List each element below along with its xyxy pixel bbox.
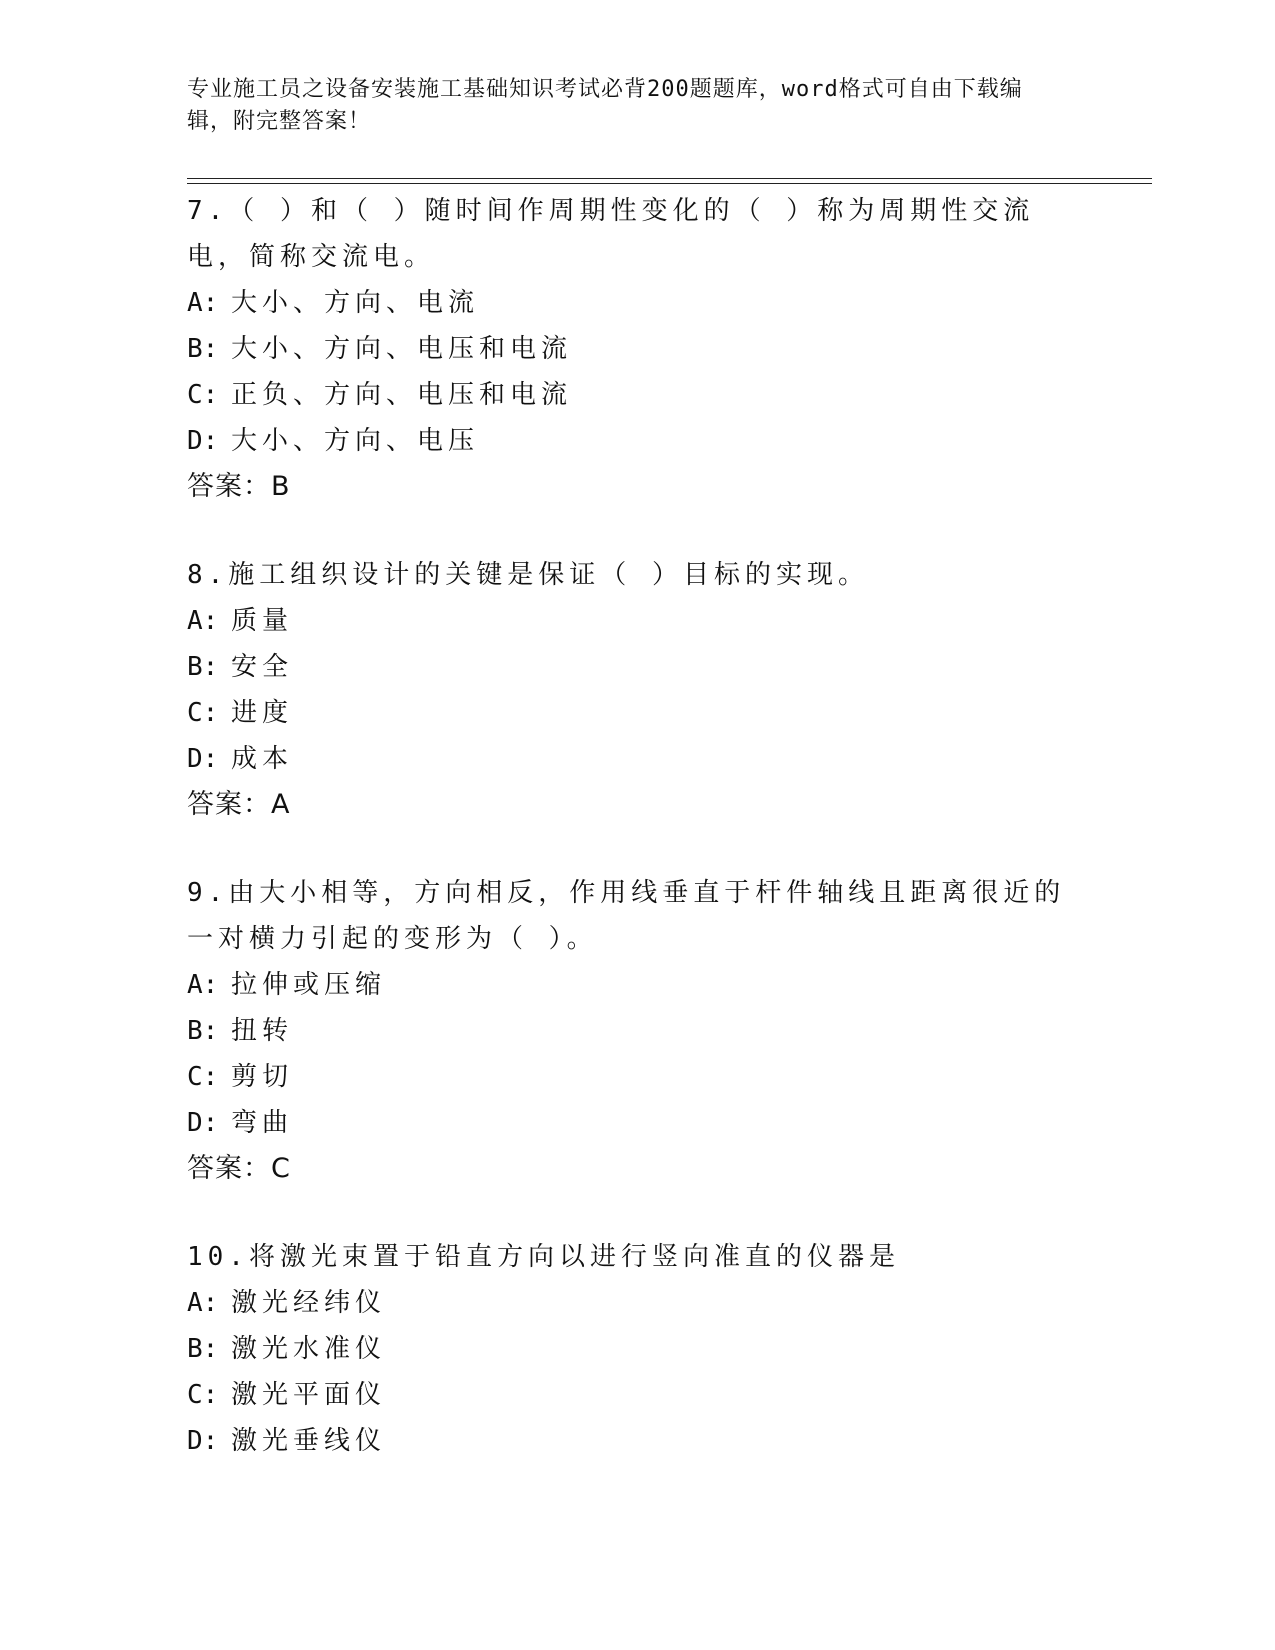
option-d (187, 1418, 1087, 1464)
option-letter: C: (187, 1062, 219, 1092)
answer-line: 答案：A (187, 789, 291, 820)
option-text: 激光垂线仪 (231, 1426, 387, 1456)
answer-line: 答案：C (187, 1153, 291, 1184)
option-letter: B: (187, 1334, 219, 1364)
option-letter: A: (187, 606, 219, 636)
option-text: 成本 (231, 744, 294, 774)
option-c (187, 690, 1087, 736)
option-c (187, 1372, 1087, 1418)
option-text: 弯曲 (231, 1108, 294, 1138)
option-letter: D: (187, 1426, 219, 1456)
header-rule-top (187, 178, 1152, 179)
option-text: 安全 (231, 652, 294, 682)
option-text: 拉伸或压缩 (231, 970, 387, 1000)
option-letter: A: (187, 1288, 219, 1318)
option-b (187, 326, 1087, 372)
option-d (187, 736, 1087, 782)
option-letter: B: (187, 334, 219, 364)
question-7 (187, 188, 1087, 510)
option-a (187, 1280, 1087, 1326)
option-b (187, 1326, 1087, 1372)
option-text: 激光经纬仪 (231, 1288, 387, 1318)
option-letter: D: (187, 744, 219, 774)
option-c (187, 1054, 1087, 1100)
option-a (187, 598, 1087, 644)
option-letter: D: (187, 1108, 219, 1138)
option-letter: C: (187, 380, 219, 410)
option-text: 大小、方向、电压 (231, 426, 480, 456)
question-stem: 9.由大小相等，方向相反，作用线垂直于杆件轴线且距离很近的一对横力引起的变形为（ ）。 (187, 878, 1066, 954)
option-b (187, 1008, 1087, 1054)
question-9 (187, 870, 1087, 1192)
question-8 (187, 552, 1087, 828)
option-text: 激光平面仪 (231, 1380, 387, 1410)
option-letter: A: (187, 970, 219, 1000)
header-rule-bottom (187, 183, 1152, 184)
option-letter: B: (187, 652, 219, 682)
option-letter: C: (187, 1380, 219, 1410)
option-text: 激光水准仪 (231, 1334, 387, 1364)
question-stem: 7.（ ）和（ ）随时间作周期性变化的（ ）称为周期性交流电，简称交流电。 (187, 196, 1035, 272)
question-stem: 10.将激光束置于铅直方向以进行竖向准直的仪器是 (187, 1242, 900, 1272)
option-a (187, 280, 1087, 326)
option-letter: C: (187, 698, 219, 728)
option-text: 大小、方向、电流 (231, 288, 480, 318)
option-text: 质量 (231, 606, 294, 636)
option-text: 进度 (231, 698, 294, 728)
question-list (187, 188, 1087, 1506)
option-letter: A: (187, 288, 219, 318)
option-b (187, 644, 1087, 690)
option-a (187, 962, 1087, 1008)
option-text: 大小、方向、电压和电流 (231, 334, 573, 364)
option-text: 正负、方向、电压和电流 (231, 380, 573, 410)
option-letter: B: (187, 1016, 219, 1046)
option-text: 剪切 (231, 1062, 294, 1092)
option-d (187, 418, 1087, 464)
option-c (187, 372, 1087, 418)
option-letter: D: (187, 426, 219, 456)
option-d (187, 1100, 1087, 1146)
option-text: 扭转 (231, 1016, 294, 1046)
question-stem: 8.施工组织设计的关键是保证（ ）目标的实现。 (187, 560, 869, 590)
answer-line: 答案：B (187, 471, 291, 502)
question-10 (187, 1234, 1087, 1464)
document-header: 专业施工员之设备安装施工基础知识考试必背200题题库，word格式可自由下载编辑，附完整答案！ (187, 77, 1023, 134)
